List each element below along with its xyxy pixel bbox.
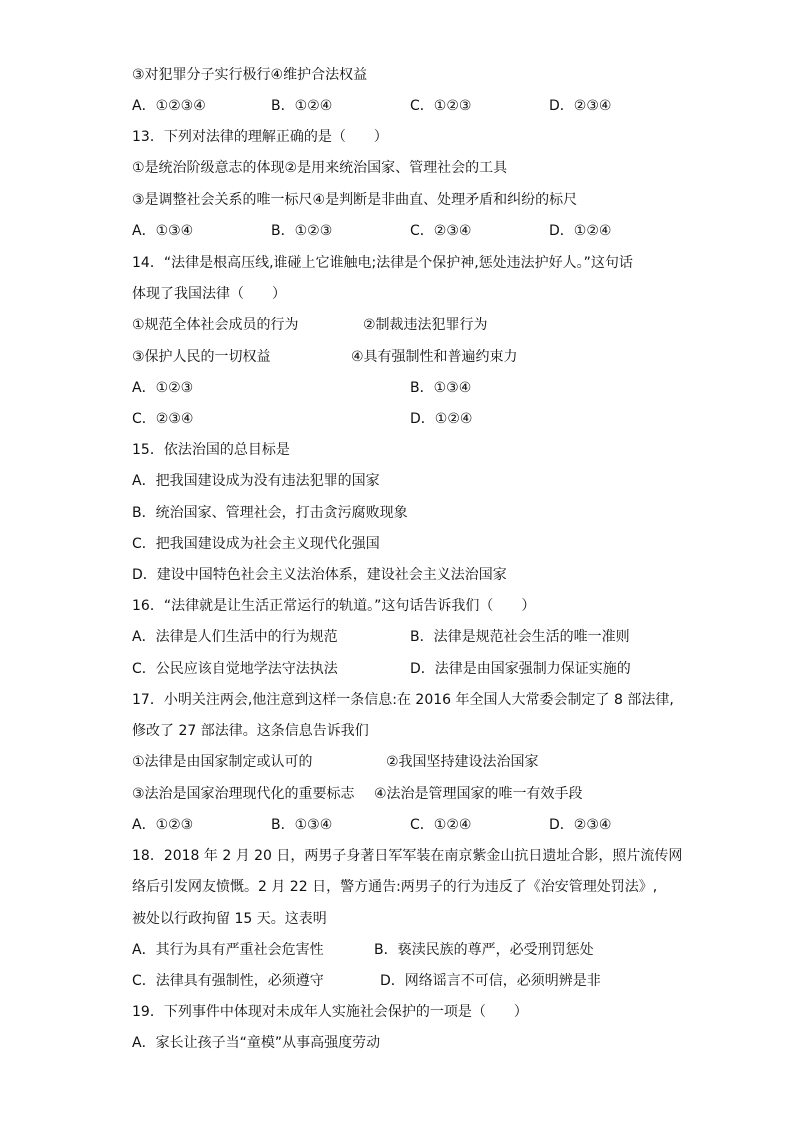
q17-option-d[interactable]: D．②③④	[549, 817, 612, 833]
q16-option-b[interactable]: B．法律是规范社会生活的唯一准则	[410, 629, 630, 645]
q14-stem: 14．“法律是根高压线,谁碰上它谁触电;法律是个保护神,惩处违法护好人。”这句话	[132, 255, 633, 271]
q17-option-c[interactable]: C．①②④	[410, 817, 472, 833]
q15-option-a[interactable]: A．把我国建设成为没有违法犯罪的国家	[132, 473, 380, 489]
q12-option-c[interactable]: C．①②③	[410, 98, 472, 114]
q14-option-c[interactable]: C．②③④	[132, 411, 194, 427]
q16-option-c[interactable]: C．公民应该自觉地学法守法执法	[132, 661, 338, 677]
q18-option-a[interactable]: A．其行为具有严重社会危害性	[132, 942, 324, 958]
q13-item-line: ③是调整社会关系的唯一标尺④是判断是非曲直、处理矛盾和纠纷的标尺	[132, 192, 578, 208]
q17-item: ③法治是国家治理现代化的重要标志	[132, 786, 355, 802]
q13-stem: 13．下列对法律的理解正确的是（ ）	[132, 129, 388, 145]
q14-option-d[interactable]: D．①②④	[410, 411, 473, 427]
q12-option-a[interactable]: A．①②③④	[132, 98, 206, 114]
q13-option-d[interactable]: D．①②④	[549, 223, 612, 239]
q17-item: ②我国坚持建设法治国家	[386, 754, 539, 770]
q16-option-a[interactable]: A．法律是人们生活中的行为规范	[132, 629, 338, 645]
q15-option-c[interactable]: C．把我国建设成为社会主义现代化强国	[132, 536, 380, 552]
q15-stem: 15．依法治国的总目标是	[132, 442, 290, 458]
q18-option-d[interactable]: D．网络谣言不可信，必须明辨是非	[380, 973, 601, 989]
q14-option-b[interactable]: B．①③④	[410, 380, 472, 396]
q17-stem: 17．小明关注两会,他注意到这样一条信息:在 2016 年全国人大常委会制定了 8 部法律,	[132, 692, 674, 708]
q18-stem: 络后引发网友愤慨。2 月 22 日，警方通告:两男子的行为违反了《治安管理处罚法》,	[132, 879, 658, 895]
q17-item: ④法治是管理国家的唯一有效手段	[374, 786, 583, 802]
q18-stem: 18．2018 年 2 月 20 日，两男子身著日军军装在南京紫金山抗日遗址合影，照片流传网	[132, 848, 683, 864]
q14-item: ③保护人民的一切权益	[132, 349, 271, 365]
q19-stem: 19．下列事件中体现对未成年人实施社会保护的一项是（ ）	[132, 1004, 528, 1020]
q12-option-b[interactable]: B．①②④	[271, 98, 333, 114]
q17-option-a[interactable]: A．①②③	[132, 817, 194, 833]
q13-option-a[interactable]: A．①③④	[132, 223, 194, 239]
q17-stem: 修改了 27 部法律。这条信息告诉我们	[132, 723, 369, 739]
q18-stem: 被处以行政拘留 15 天。这表明	[132, 911, 327, 927]
q17-item: ①法律是由国家制定或认可的	[132, 754, 313, 770]
q12-item-line: ③对犯罪分子实行极行④维护合法权益	[132, 67, 368, 83]
q14-stem: 体现了我国法律（ ）	[132, 286, 286, 302]
q16-stem: 16．“法律就是让生活正常运行的轨道。”这句话告诉我们（ ）	[132, 598, 536, 614]
q15-option-b[interactable]: B．统治国家、管理社会，打击贪污腐败现象	[132, 505, 408, 521]
q17-option-b[interactable]: B．①③④	[271, 817, 333, 833]
q15-option-d[interactable]: D．建设中国特色社会主义法治体系，建设社会主义法治国家	[132, 567, 507, 583]
q14-option-a[interactable]: A．①②③	[132, 380, 194, 396]
q18-option-b[interactable]: B．亵渎民族的尊严，必受刑罚惩处	[374, 942, 594, 958]
q16-option-d[interactable]: D．法律是由国家强制力保证实施的	[410, 661, 631, 677]
q14-item: ④具有强制性和普遍约束力	[351, 349, 518, 365]
q14-item: ②制裁违法犯罪行为	[363, 317, 488, 333]
q19-option-a[interactable]: A．家长让孩子当“童模”从事高强度劳动	[132, 1035, 381, 1051]
q18-option-c[interactable]: C．法律具有强制性，必须遵守	[132, 973, 324, 989]
q13-option-b[interactable]: B．①②③	[271, 223, 333, 239]
q13-item-line: ①是统治阶级意志的体现②是用来统治国家、管理社会的工具	[132, 160, 508, 176]
q13-option-c[interactable]: C．②③④	[410, 223, 472, 239]
q14-item: ①规范全体社会成员的行为	[132, 317, 299, 333]
q12-option-d[interactable]: D．②③④	[549, 98, 612, 114]
